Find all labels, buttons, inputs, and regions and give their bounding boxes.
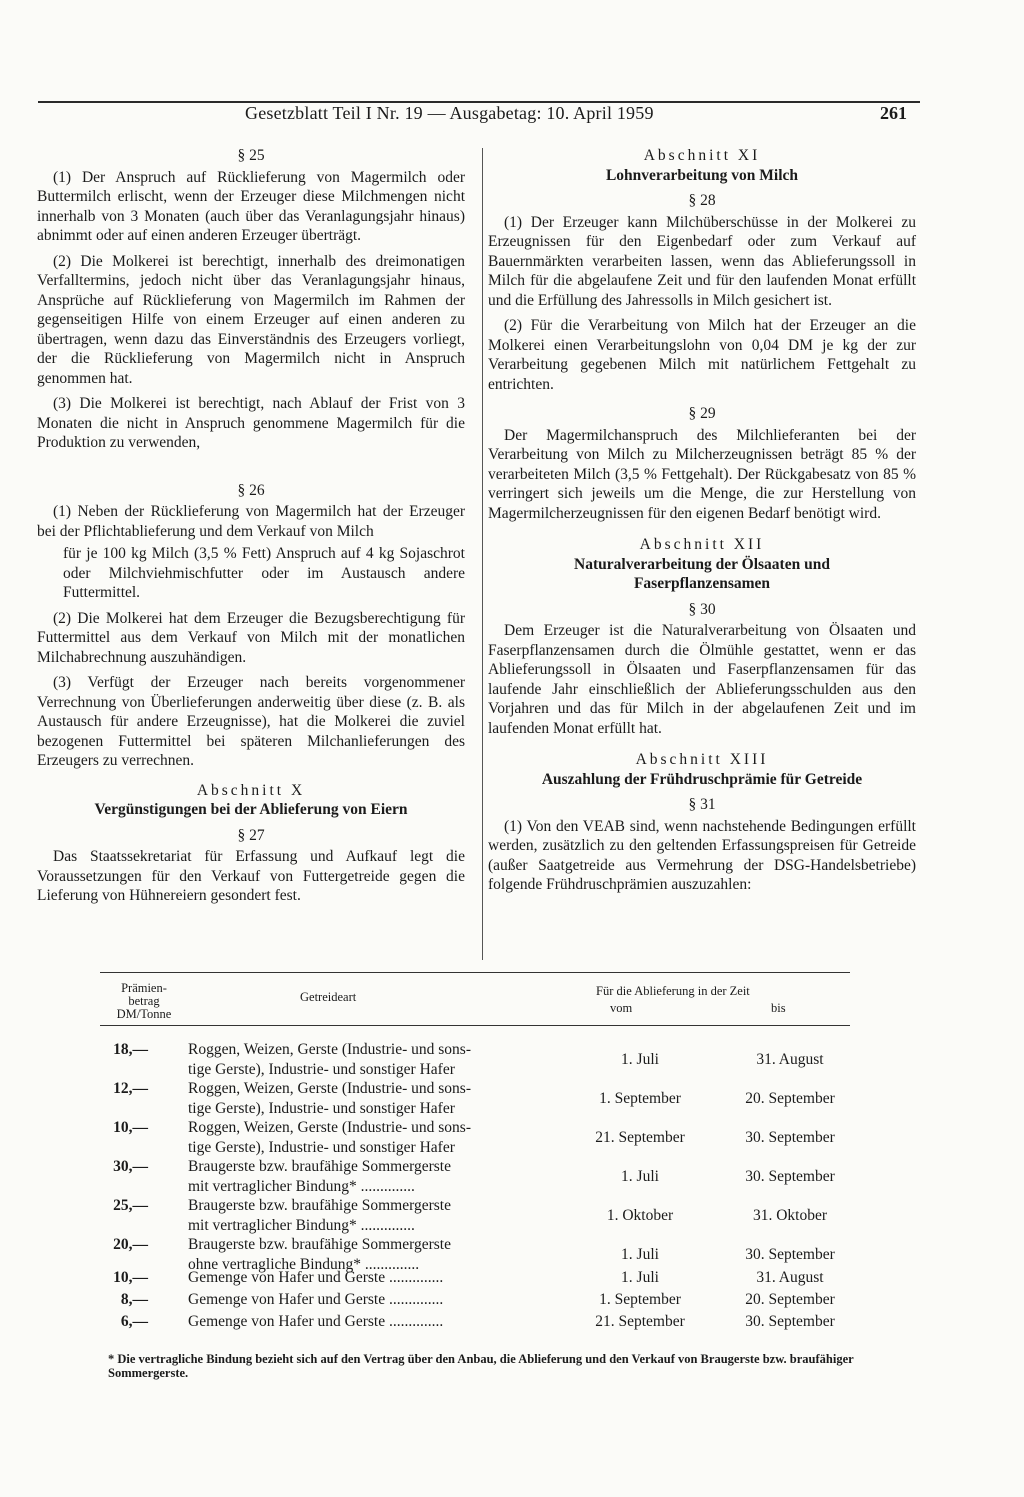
left-column: [37, 140, 465, 906]
table-cell-price: 20,—: [113, 1236, 148, 1253]
table-cell-grain-line-1: Braugerste bzw. braufähige Sommergerste: [188, 1197, 451, 1214]
table-cell-grain-line-1: Roggen, Weizen, Gerste (Industrie- und sons-: [188, 1080, 471, 1097]
section-29-para-1: Der Magermilchanspruch des Milchlieferanten bei der Verarbeitung von Milch zu Milcherzeugnissen beträgt 85 % der verarbeiteten Milch (3,5 % Fettgehalt). Der Rückgabesatz von 85 % verringert sich jeweils um die Menge, die zur Herstellung von Magermilcherzeugnissen für den eigenen Bedarf benötigt wird.: [488, 426, 916, 522]
table-cell-grain: [188, 1312, 538, 1332]
table-cell-to: 31. August: [756, 1051, 824, 1068]
table-cell-from: 21. September: [595, 1313, 685, 1330]
table-header-to: bis: [771, 1001, 786, 1015]
header-rule: [38, 101, 920, 103]
section-25-para-1: (1) Der Anspruch auf Rücklieferung von Magermilch oder Buttermilch erlischt, wenn der Erzeuger diese Milchmengen nicht innerhalb von 3 Monaten (auch über das Veranlagungsjahr hinaus) abnimmt oder auf einen anderen Erzeuger überträgt.: [37, 168, 465, 244]
table-cell-to: 30. September: [745, 1129, 835, 1146]
abschnitt-xi-label: Abschnitt XI: [643, 147, 761, 164]
table-cell-price: 18,—: [113, 1041, 148, 1058]
table-cell-to: 30. September: [745, 1168, 835, 1185]
table-header-from: vom: [610, 1001, 633, 1015]
section-31-title: § 31: [688, 796, 716, 813]
table-header-price-line-1: Prämien-: [121, 981, 167, 995]
table-cell-grain-line-1: Roggen, Weizen, Gerste (Industrie- und sons-: [188, 1119, 471, 1136]
right-column: [488, 140, 916, 895]
section-25-para-3: (3) Die Molkerei ist berechtigt, nach Ablauf der Frist von 3 Monaten die nicht in Anspruch genommene Magermilch für die Produktion zu verwenden,: [37, 395, 465, 451]
section-29-title: § 29: [688, 405, 716, 422]
table-header-grain: Getreideart: [300, 990, 357, 1004]
abschnitt-xi-heading: Lohnverarbeitung von Milch: [605, 166, 799, 184]
table-cell-grain-line-2: mit vertraglicher Bindung* ..............: [188, 1177, 415, 1195]
table-cell-to: 30. September: [745, 1313, 835, 1330]
table-cell-grain-line-2: mit vertraglicher Bindung* ..............: [188, 1216, 415, 1234]
table-cell-price: 6,—: [120, 1313, 148, 1330]
page-header-title: Gesetzblatt Teil I Nr. 19 — Ausgabetag: 10. April 1959: [245, 103, 654, 123]
abschnitt-xiii-label: Abschnitt XIII: [635, 751, 769, 768]
table-cell-grain-line-1: Braugerste bzw. braufähige Sommergerste: [188, 1158, 451, 1175]
table-cell-to: 30. September: [745, 1246, 835, 1263]
section-26-para-3: (3) Verfügt der Erzeuger nach bereits vorgenommener Verrechnung von Überlieferungen anderweitig über diese (z. B. als Austausch für andere Erzeugnisse), hat die Molkerei die zuviel bezogenen Futtermittel bei späteren Milchanlieferungen des Erzeugers zu verrechnen.: [37, 674, 465, 769]
table-cell-from: 1. Juli: [621, 1051, 659, 1068]
table-cell-from: 1. Oktober: [606, 1207, 674, 1224]
table-cell-from: 1. Juli: [621, 1168, 659, 1185]
table-cell-price: 10,—: [113, 1269, 148, 1286]
table-cell-from: 1. September: [599, 1291, 681, 1308]
section-26-para-1: (1) Neben der Rücklieferung von Magermilch hat der Erzeuger bei der Pflichtablieferung und dem Verkauf von Milch: [37, 503, 465, 540]
table-header-period: Für die Ablieferung in der Zeit: [596, 984, 750, 998]
abschnitt-xii-heading-line-1: Naturalverarbeitung der Ölsaaten und: [574, 555, 830, 573]
table-cell-to: 20. September: [745, 1090, 835, 1107]
table-cell-from: 1. Juli: [621, 1269, 659, 1286]
table-cell-grain-line-1: Roggen, Weizen, Gerste (Industrie- und sons-: [188, 1041, 471, 1058]
table-cell-grain-line-2: tige Gerste), Industrie- und sonstiger Hafer: [188, 1099, 455, 1117]
table-cell-grain: [188, 1196, 538, 1235]
section-26-para-1-sub: für je 100 kg Milch (3,5 % Fett) Anspruch auf 4 kg Sojaschrot oder Milchviehmischfutter oder im Austausch andere Futtermittel.: [63, 545, 465, 601]
table-cell-grain: [188, 1040, 538, 1079]
table-cell-grain-line-1: Gemenge von Hafer und Gerste ..............: [188, 1291, 444, 1308]
table-cell-grain: [188, 1079, 538, 1118]
page-number: 261: [880, 103, 907, 123]
section-27-title: § 27: [237, 826, 265, 844]
table-cell-grain: [188, 1118, 538, 1157]
section-31-para-1: (1) Von den VEAB sind, wenn nachstehende Bedingungen erfüllt werden, zusätzlich zu den geltenden Erfassungspreisen für Getreide (außer Saatgetreide aus Vermehrung der DSG-Handelsbetriebe) folgende Frühdruschprämien auszuzahlen:: [488, 817, 916, 893]
table-cell-grain-line-1: Braugerste bzw. braufähige Sommergerste: [188, 1236, 451, 1253]
table-cell-grain-line-1: Gemenge von Hafer und Gerste ..............: [188, 1313, 444, 1330]
section-30-para-1: Dem Erzeuger ist die Naturalverarbeitung von Ölsaaten und Faserpflanzensamen durch die Ölmühle gestattet, wenn er das Ablieferungssoll in Ölsaaten und Faserpflanzensamen für das laufende Jahr einschließlich der Ablieferungsschulden aus den Vorjahren und das für Milch in der abgelaufenen Zeit und im laufenden Monat erfüllt hat.: [488, 622, 916, 737]
section-30-title: § 30: [688, 600, 716, 618]
table-cell-to: 20. September: [745, 1291, 835, 1308]
abschnitt-xiii-heading: Auszahlung der Frühdruschprämie für Getreide: [541, 770, 863, 788]
section-25-title: § 25: [237, 147, 265, 164]
table-cell-from: 1. Juli: [621, 1246, 659, 1263]
table-header-price-line-3: DM/Tonne: [116, 1007, 172, 1021]
abschnitt-x-heading: Vergünstigungen bei der Ablieferung von Eiern: [94, 801, 408, 818]
table-cell-grain: [188, 1268, 538, 1288]
table-cell-price: 8,—: [120, 1291, 148, 1308]
table-header-rule: [100, 1025, 850, 1026]
table-cell-price: 10,—: [113, 1119, 148, 1136]
table-cell-to: 31. August: [756, 1269, 824, 1286]
table-cell-grain-line-2: ohne vertragliche Bindung* ..............: [188, 1255, 420, 1273]
table-cell-from: 21. September: [595, 1129, 685, 1146]
table-cell-grain: [188, 1157, 538, 1196]
table-cell-from: 1. September: [599, 1090, 681, 1107]
section-28-para-2: (2) Für die Verarbeitung von Milch hat der Erzeuger an die Molkerei einen Verarbeitungslohn von 0,04 DM je kg der zur Verarbeitung gegebenen Milch mit natürlichem Fettgehalt zu entrichten.: [488, 317, 916, 393]
table-header-price: [104, 982, 184, 1021]
table-cell-grain-line-1: Gemenge von Hafer und Gerste ..............: [188, 1269, 444, 1286]
abschnitt-x-label: Abschnitt X: [196, 781, 306, 799]
table-cell-grain-line-2: tige Gerste), Industrie- und sonstiger Hafer: [188, 1138, 455, 1156]
abschnitt-xii-heading-line-2: Faserpflanzensamen: [633, 575, 771, 592]
table-cell-price: 30,—: [113, 1158, 148, 1175]
table-header-price-line-2: betrag: [128, 994, 160, 1008]
section-28-title: § 28: [688, 192, 716, 209]
section-25-para-2: (2) Die Molkerei ist berechtigt, innerhalb des dreimonatigen Verfalltermins, jedoch nicht über das Veranlagungsjahr hinaus, Ansprüche auf Rücklieferung von Magermilch im Rahmen der gegenseitigen Hilfe von einem Erzeuger auf einen anderen zu übertragen, wenn dazu das Einverständnis des Erzeugers vorliegt, der die Rücklieferung von Magermilch nicht in Anspruch genommen hat.: [37, 252, 465, 387]
table-cell-to: 31. Oktober: [752, 1207, 828, 1224]
section-26-para-2: (2) Die Molkerei hat dem Erzeuger die Bezugsberechtigung für Futtermittel aus dem Verkauf von Milch mit der monatlichen Milchabrechnung auszuhändigen.: [37, 609, 465, 666]
table-top-rule: [100, 972, 850, 973]
table-cell-price: 25,—: [113, 1197, 148, 1214]
abschnitt-xii-label: Abschnitt XII: [639, 536, 765, 553]
table-cell-price: 12,—: [113, 1080, 148, 1097]
footnote: * Die vertragliche Bindung bezieht sich auf den Vertrag über den Anbau, die Ablieferung und den Verkauf von Braugerste bzw. braufähiger Sommergerste.: [108, 1352, 854, 1380]
section-28-para-1: (1) Der Erzeuger kann Milchüberschüsse in der Molkerei zu Erzeugnissen für den Eigenbedarf oder zum Verkauf auf Bauernmärkten verarbeiten lassen, wenn das Ablieferungssoll in Milch für die abgelaufene Zeit und für den laufenden Monat erfüllt und die Erfüllung des Jahressolls in Milch gesichert ist.: [488, 213, 916, 309]
section-26-title: § 26: [237, 481, 265, 499]
table-cell-grain-line-2: tige Gerste), Industrie- und sonstiger Hafer: [188, 1060, 455, 1078]
section-27-para-1: Das Staatssekretariat für Erfassung und Aufkauf legt die Voraussetzungen für den Verkauf von Futtergetreide gegen die Lieferung von Hühnereiern gesondert fest.: [37, 848, 465, 904]
column-divider: [482, 148, 483, 960]
table-cell-grain: [188, 1290, 538, 1310]
